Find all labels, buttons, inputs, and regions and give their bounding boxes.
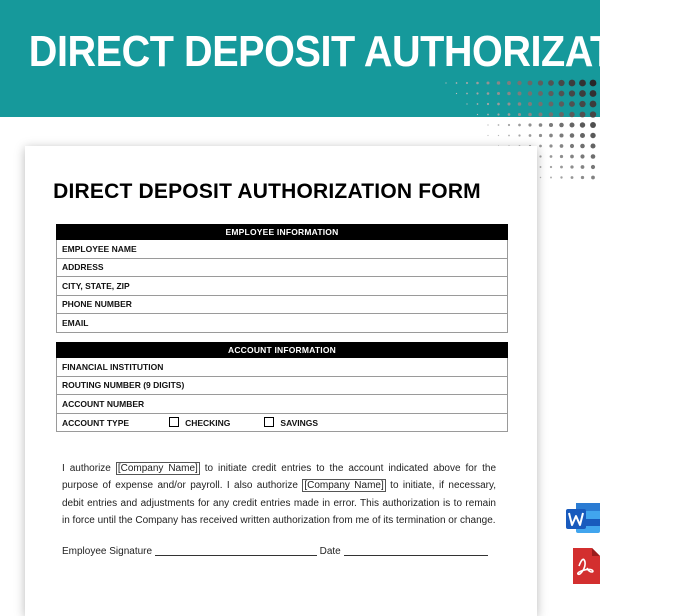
savings-label: SAVINGS bbox=[280, 417, 319, 428]
date-label: Date bbox=[319, 546, 341, 557]
banner-title: DIRECT DEPOSIT AUTHORIZATION bbox=[28, 27, 683, 76]
phone-number-field[interactable]: PHONE NUMBER bbox=[57, 295, 508, 314]
form-title: DIRECT DEPOSIT AUTHORIZATION FORM bbox=[53, 180, 481, 203]
address-field[interactable]: ADDRESS bbox=[57, 258, 508, 277]
word-icon bbox=[566, 499, 600, 537]
paragraph-text-1: I authorize bbox=[62, 463, 116, 474]
account-section-header: ACCOUNT INFORMATION bbox=[57, 343, 508, 358]
routing-number-field[interactable]: ROUTING NUMBER (9 DIGITS) bbox=[57, 376, 508, 395]
account-information-table bbox=[56, 342, 508, 432]
account-type-row bbox=[57, 413, 508, 432]
checking-label: CHECKING bbox=[185, 417, 231, 428]
checking-checkbox[interactable] bbox=[169, 417, 179, 427]
paragraph-text-3: to initiate, if necessary, debit entries and adjustments for any credit entries made in error. This authorization is to remain in force until the Company has received written authorization from me of its termination or change. bbox=[62, 480, 496, 527]
account-type-label: ACCOUNT TYPE bbox=[62, 417, 130, 428]
company-name-placeholder[interactable]: [Company Name] bbox=[304, 480, 384, 492]
signature-line[interactable] bbox=[155, 555, 317, 556]
authorization-paragraph bbox=[62, 460, 496, 530]
paragraph-text-2: to initiate credit entries to the account indicated above for the purpose of expense and/or payroll. I also authorize bbox=[62, 463, 497, 492]
company-name-placeholder[interactable]: [Company Name] bbox=[117, 463, 198, 474]
financial-institution-field[interactable]: FINANCIAL INSTITUTION bbox=[57, 358, 508, 377]
savings-option[interactable] bbox=[264, 417, 318, 428]
employee-information-table bbox=[56, 224, 508, 333]
savings-checkbox[interactable] bbox=[264, 417, 274, 427]
signature-label: Employee Signature bbox=[62, 546, 153, 557]
checking-option[interactable] bbox=[169, 417, 230, 428]
employee-name-field[interactable]: EMPLOYEE NAME bbox=[57, 240, 508, 259]
account-number-field[interactable]: ACCOUNT NUMBER bbox=[57, 395, 508, 414]
employee-section-header: EMPLOYEE INFORMATION bbox=[57, 225, 508, 240]
signature-row bbox=[62, 546, 502, 557]
pdf-icon bbox=[570, 546, 600, 584]
city-state-zip-field[interactable]: CITY, STATE, ZIP bbox=[57, 277, 508, 296]
email-field[interactable]: EMAIL bbox=[57, 314, 508, 333]
date-line[interactable] bbox=[344, 555, 488, 556]
